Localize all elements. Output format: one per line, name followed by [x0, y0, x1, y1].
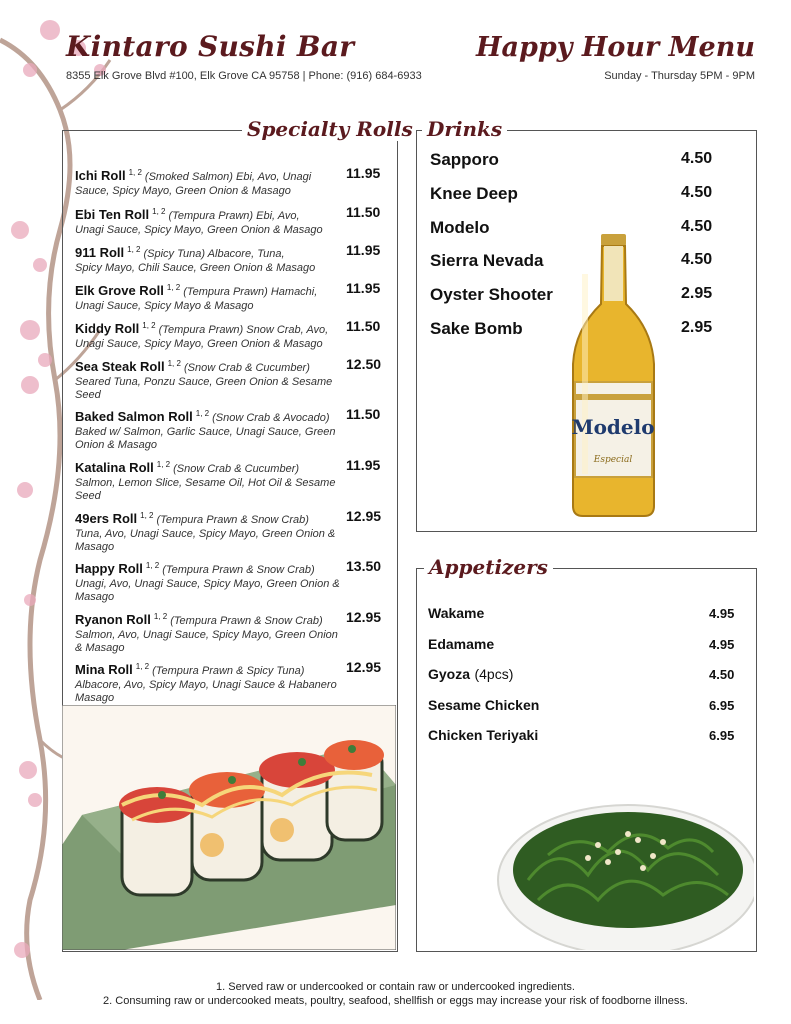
appetizer-quantity: (4pcs) — [474, 666, 514, 682]
roll-filling: (Tempura Prawn & Snow Crab) — [162, 564, 315, 577]
appetizer-item — [428, 727, 738, 745]
roll-footnote-ref: 1, 2 — [153, 612, 168, 621]
roll-item — [75, 558, 395, 604]
specialty-rolls-title: Specialty Rolls — [242, 117, 418, 141]
roll-filling: (Tempura Prawn) Hamachi, — [183, 286, 318, 299]
roll-item — [75, 318, 395, 351]
roll-footnote-ref: 1, 2 — [140, 511, 154, 520]
roll-name: Happy Roll — [75, 561, 143, 577]
appetizer-name: Edamame — [428, 636, 495, 652]
drink-price: 2.95 — [681, 319, 713, 336]
roll-name: Elk Grove Roll — [75, 283, 164, 299]
bottle-label-sub: Especial — [593, 455, 633, 465]
roll-name: Baked Salmon Roll — [75, 409, 193, 425]
appetizer-price: 4.95 — [709, 637, 735, 652]
roll-description: Seared Tuna, Ponzu Sauce, Green Onion & Sesame Seed — [75, 376, 333, 402]
menu-title: Happy Hour Menu — [476, 32, 755, 63]
drink-price: 4.50 — [681, 218, 713, 235]
roll-item — [75, 356, 395, 402]
roll-name: Ichi Roll — [75, 168, 126, 184]
roll-price: 12.95 — [346, 508, 382, 524]
drink-price: 4.50 — [681, 251, 713, 268]
seaweed-salad-photo — [488, 790, 754, 950]
appetizers-title: Appetizers — [424, 555, 553, 579]
roll-description: Tuna, Avo, Unagi Sauce, Spicy Mayo, Green Onion & Masago — [75, 528, 336, 554]
sushi-roll-photo — [62, 705, 396, 950]
drink-item — [430, 150, 720, 170]
roll-filling: (Snow Crab & Cucumber) — [183, 362, 310, 375]
drink-price: 4.50 — [681, 184, 713, 201]
roll-description: Unagi Sauce, Spicy Mayo & Masago — [75, 300, 254, 313]
roll-description: Baked w/ Salmon, Garlic Sauce, Unagi Sauce, Green Onion & Masago — [75, 426, 336, 452]
roll-filling: (Tempura Prawn & Snow Crab) — [170, 615, 323, 628]
appetizer-item — [428, 636, 738, 654]
roll-description: Unagi, Avo, Unagi Sauce, Spicy Mayo, Green Onion & Masago — [75, 578, 340, 604]
roll-filling: (Spicy Tuna) Albacore, Tuna, — [143, 248, 285, 261]
roll-price: 11.50 — [346, 318, 381, 334]
appetizer-item — [428, 666, 738, 684]
drink-price: 4.50 — [681, 150, 713, 167]
roll-price: 11.95 — [346, 165, 381, 181]
appetizer-name: Gyoza — [428, 666, 471, 682]
beer-bottle-image — [566, 234, 661, 519]
roll-name: Kiddy Roll — [75, 321, 140, 337]
roll-item — [75, 508, 395, 554]
appetizer-price: 6.95 — [709, 698, 735, 713]
roll-filling: (Tempura Prawn) Snow Crab, Avo, — [158, 324, 329, 337]
drinks-title: Drinks — [422, 117, 507, 141]
footnote-raw: 1. Served raw or undercooked or contain raw or undercooked ingredients. — [216, 981, 575, 993]
restaurant-name: Kintaro Sushi Bar — [66, 30, 355, 63]
happy-hour-times: Sunday - Thursday 5PM - 9PM — [604, 70, 755, 82]
roll-item — [75, 659, 395, 705]
roll-footnote-ref: 1, 2 — [142, 321, 156, 330]
drink-name: Sapporo — [430, 150, 499, 169]
roll-description: Salmon, Lemon Slice, Sesame Oil, Hot Oil & Sesame Seed — [75, 477, 336, 503]
footnote-illness-warning: 2. Consuming raw or undercooked meats, poultry, seafood, shellfish or eggs may increase your risk of foodborne illness. — [103, 995, 688, 1007]
roll-footnote-ref: 1, 2 — [152, 207, 166, 216]
drink-name: Oyster Shooter — [430, 285, 553, 304]
roll-price: 12.95 — [346, 609, 382, 625]
roll-footnote-ref: 1, 2 — [195, 409, 210, 418]
roll-filling: (Snow Crab & Cucumber) — [173, 463, 300, 476]
bottle-label-brand: Modelo — [571, 415, 655, 439]
appetizer-price: 6.95 — [709, 728, 735, 743]
roll-item — [75, 204, 395, 237]
appetizer-item — [428, 697, 738, 715]
roll-description: Unagi Sauce, Spicy Mayo, Green Onion & Masago — [75, 338, 323, 351]
roll-filling: (Tempura Prawn) Ebi, Avo, — [168, 210, 300, 223]
roll-filling: (Tempura Prawn & Spicy Tuna) — [152, 665, 305, 678]
roll-price: 11.50 — [346, 406, 381, 422]
appetizer-price: 4.95 — [709, 606, 735, 621]
roll-item — [75, 242, 395, 275]
roll-description: Albacore, Avo, Spicy Mayo, Unagi Sauce & Habanero Masago — [75, 679, 337, 705]
restaurant-address: 8355 Elk Grove Blvd #100, Elk Grove CA 95758 | Phone: (916) 684-6933 — [66, 70, 422, 82]
roll-filling: (Tempura Prawn & Snow Crab) — [156, 514, 309, 527]
roll-price: 11.95 — [346, 242, 381, 258]
drink-name: Knee Deep — [430, 184, 518, 203]
drink-item — [430, 184, 720, 204]
roll-name: Ryanon Roll — [75, 612, 151, 628]
roll-description: Salmon, Avo, Unagi Sauce, Spicy Mayo, Green Onion & Masago — [75, 629, 338, 655]
roll-item — [75, 165, 395, 198]
roll-price: 11.50 — [346, 204, 381, 220]
roll-filling: (Smoked Salmon) Ebi, Avo, Unagi — [144, 171, 312, 184]
drink-price: 2.95 — [681, 285, 713, 302]
roll-price: 13.50 — [346, 558, 382, 574]
roll-price: 12.95 — [346, 659, 382, 675]
roll-footnote-ref: 1, 2 — [167, 359, 181, 368]
drink-name: Sierra Nevada — [430, 251, 544, 270]
roll-item — [75, 280, 395, 313]
roll-name: Sea Steak Roll — [75, 359, 165, 375]
roll-description: Sauce, Spicy Mayo, Green Onion & Masago — [75, 185, 291, 198]
appetizer-name: Sesame Chicken — [428, 697, 540, 713]
roll-item — [75, 406, 395, 452]
appetizer-name: Wakame — [428, 605, 485, 621]
roll-name: 49ers Roll — [75, 511, 138, 527]
roll-name: Katalina Roll — [75, 460, 154, 476]
roll-filling: (Snow Crab & Avocado) — [212, 412, 330, 425]
roll-price: 11.95 — [346, 280, 381, 296]
roll-name: Ebi Ten Roll — [75, 207, 150, 223]
roll-footnote-ref: 1, 2 — [166, 283, 181, 292]
roll-footnote-ref: 1, 2 — [127, 245, 141, 254]
appetizer-name: Chicken Teriyaki — [428, 727, 539, 743]
roll-description: Spicy Mayo, Chili Sauce, Green Onion & Masago — [75, 262, 316, 275]
roll-item — [75, 457, 395, 503]
roll-footnote-ref: 1, 2 — [135, 662, 150, 671]
appetizer-price: 4.50 — [709, 667, 735, 682]
drink-name: Sake Bomb — [430, 319, 523, 338]
appetizer-item — [428, 605, 738, 623]
roll-price: 12.50 — [346, 356, 382, 372]
roll-footnote-ref: 1, 2 — [156, 460, 171, 469]
roll-footnote-ref: 1, 2 — [128, 168, 142, 177]
roll-item — [75, 609, 395, 655]
roll-name: 911 Roll — [75, 245, 125, 261]
roll-footnote-ref: 1, 2 — [145, 561, 160, 570]
roll-description: Unagi Sauce, Spicy Mayo, Green Onion & Masago — [75, 224, 323, 237]
roll-price: 11.95 — [346, 457, 381, 473]
drink-name: Modelo — [430, 218, 490, 237]
roll-name: Mina Roll — [75, 662, 133, 678]
